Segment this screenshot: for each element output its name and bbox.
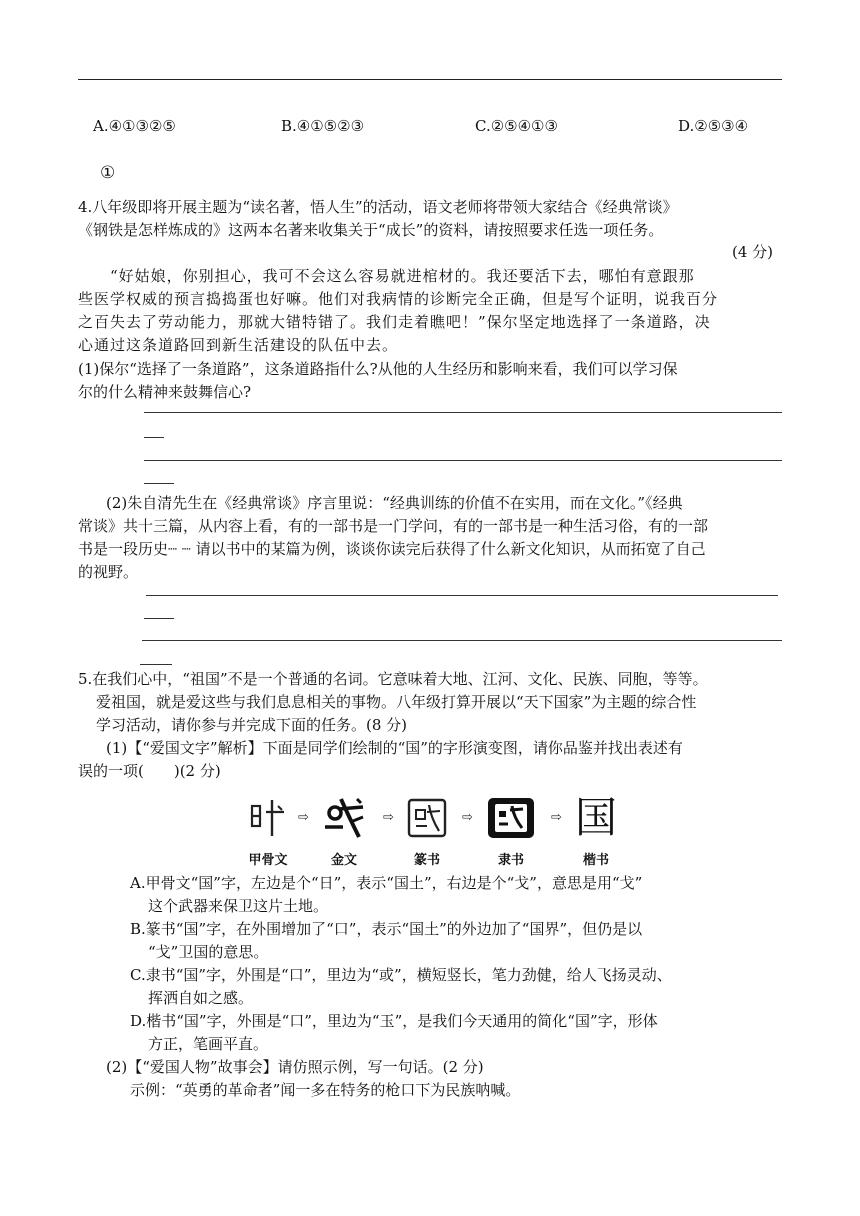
q4-sub2-line3: 书是一段历史┈ ┈ 请以书中的某篇为例，谈谈你读完后获得了什么新文化知识，从而拓宽了自己 bbox=[78, 540, 706, 558]
stage-oracle bbox=[238, 793, 298, 868]
stage-bronze bbox=[314, 793, 374, 868]
answer-line[interactable] bbox=[142, 640, 782, 641]
stage-regular bbox=[566, 793, 626, 868]
q4-sub2-line2: 常谈》共十三篇，从内容上看，有的一部书是一门学问，有的一部书是一种生活习俗，有的一部 bbox=[78, 517, 709, 535]
arrow-icon: ⇨ bbox=[298, 810, 309, 825]
q5-sub2: (2)【“爱国人物”故事会】请仿照示例，写一句话。(2 分) bbox=[106, 1058, 484, 1076]
q4-sub1-line1: (1)保尔“选择了一条道路”，这条道路指什么?从他的人生经历和影响来看，我们可以学习保 bbox=[78, 360, 678, 378]
q4-stem-line2: 《钢铁是怎样炼成的》这两本名著来收集关于“成长”的资料，请按照要求任选一项任务。 bbox=[78, 221, 664, 239]
stage-clerical bbox=[481, 793, 541, 868]
answer-line-tail[interactable] bbox=[140, 664, 172, 665]
option-d-continued: ① bbox=[100, 163, 116, 183]
answer-line-tail[interactable] bbox=[144, 483, 174, 484]
top-rule bbox=[78, 79, 782, 80]
q4-sub2-line1: (2)朱自清先生在《经典常谈》序言里说：“经典训练的价值不在实用，而在文化。”《经典 bbox=[106, 494, 683, 512]
q4-score: (4 分) bbox=[732, 243, 774, 261]
q5-option-d-line2: 方正，笔画平直。 bbox=[148, 1035, 269, 1053]
stage-label: 金文 bbox=[330, 853, 357, 868]
q5-option-b-line2: “戈”卫国的意思。 bbox=[148, 943, 269, 961]
q5-stem-line2: 爱祖国，就是爱这些与我们息息相关的事物。八年级打算开展以“天下国家”为主题的综合性 bbox=[96, 693, 697, 711]
q5-sub1-line1: (1)【“爱国文字”解析】下面是同学们绘制的“国”的字形演变图，请你品鉴并找出表述有 bbox=[106, 739, 683, 757]
q4-sub2-line4: 的视野。 bbox=[78, 563, 139, 581]
answer-line-tail[interactable] bbox=[144, 618, 174, 619]
option-a: A.④①③②⑤ bbox=[93, 117, 176, 135]
quote-line: 心通过这条道路回到新生活建设的队伍中去。 bbox=[78, 336, 399, 354]
stage-label: 篆书 bbox=[413, 853, 440, 868]
q4-stem-line1: 4.八年级即将开展主题为“读名著，悟人生”的活动，语文老师将带领大家结合《经典常谈》 bbox=[78, 198, 678, 216]
bronze-script-icon bbox=[321, 795, 367, 841]
quote-line: 些医学权威的预言捣捣蛋也好嘛。他们对我病情的诊断完全正确，但是写个证明，说我百分 bbox=[78, 290, 719, 308]
q5-stem-line1: 5.在我们心中，“祖国”不是一个普通的名词。它意味着大地、江河、文化、民族、同胞，等等。 bbox=[78, 670, 708, 688]
regular-script-glyph: 国 bbox=[574, 793, 617, 842]
answer-line[interactable] bbox=[146, 595, 778, 596]
stage-label: 甲骨文 bbox=[248, 853, 288, 868]
answer-line[interactable] bbox=[144, 460, 782, 461]
arrow-icon: ⇨ bbox=[462, 810, 473, 825]
quote-line: 之百失去了劳动能力，那就大错特错了。我们走着瞧吧！”保尔坚定地选择了一条道路，决 bbox=[78, 313, 711, 331]
stage-label: 隶书 bbox=[497, 853, 524, 868]
q5-example: 示例：“英勇的革命者”闻一多在特务的枪口下为民族呐喊。 bbox=[130, 1081, 521, 1099]
q5-sub1-line2: 误的一项( )(2 分) bbox=[78, 762, 221, 780]
q5-option-c-line2: 挥洒自如之感。 bbox=[148, 989, 254, 1007]
q5-option-d-line1: D.楷书“国”字，外围是“口”，里边为“玉”，是我们今天通用的简化“国”字，形体 bbox=[130, 1012, 658, 1030]
oracle-bone-icon bbox=[246, 796, 290, 840]
q5-option-a-line1: A.甲骨文“国”字，左边是个“日”，表示“国土”，右边是个“戈”，意思是用“戈” bbox=[130, 874, 643, 892]
answer-line-tail[interactable] bbox=[144, 437, 164, 438]
q5-option-a-line2: 这个武器来保卫这片土地。 bbox=[148, 897, 329, 915]
answer-line[interactable] bbox=[144, 412, 782, 413]
arrow-icon: ⇨ bbox=[551, 810, 562, 825]
q4-sub1-line2: 尔的什么精神来鼓舞信心? bbox=[78, 383, 252, 401]
q5-option-c-line1: C.隶书“国”字，外围是“口”，里边为“或”，横短竖长，笔力劲健，给人飞扬灵动、 bbox=[130, 966, 672, 984]
arrow-icon: ⇨ bbox=[383, 810, 394, 825]
stage-seal bbox=[397, 793, 457, 868]
clerical-script-icon bbox=[486, 796, 536, 840]
option-b: B.④①⑤②③ bbox=[281, 117, 365, 135]
option-c: C.②⑤④①③ bbox=[475, 117, 558, 135]
q5-option-b-line1: B.篆书“国”字，在外围增加了“口”，表示“国土”的外边加了“国界”，但仍是以 bbox=[130, 920, 643, 938]
stage-label: 楷书 bbox=[582, 853, 609, 868]
quote-line: “好姑娘，你别担心，我可不会这么容易就进棺材的。我还要活下去，哪怕有意跟那 bbox=[110, 267, 695, 285]
seal-script-icon bbox=[405, 796, 449, 840]
option-d: D.②⑤③④ bbox=[678, 117, 749, 135]
q5-stem-line3: 学习活动，请你参与并完成下面的任务。(8 分) bbox=[96, 716, 408, 734]
